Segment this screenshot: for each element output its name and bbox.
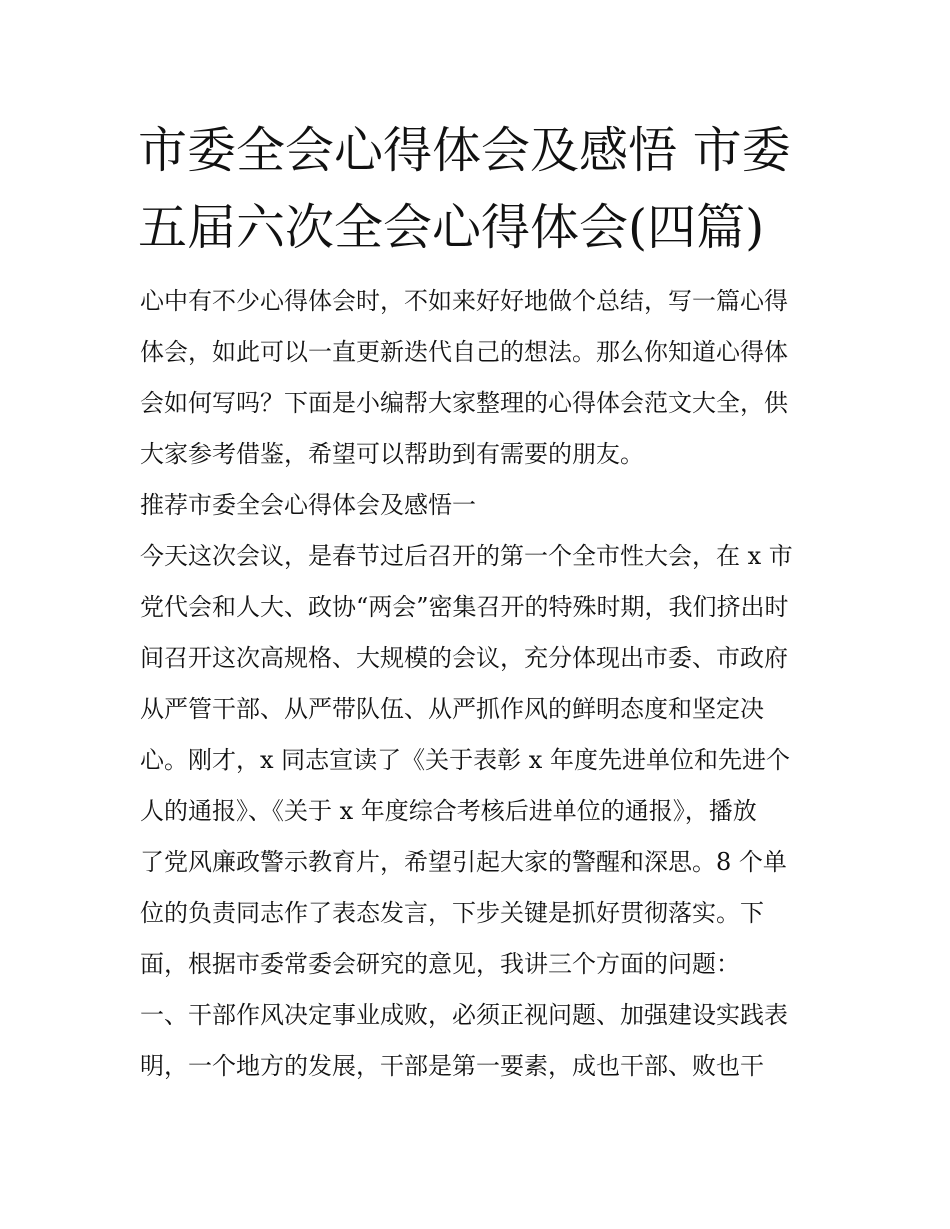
body-line: 心中有不少心得体会时，不如来好好地做个总结，写一篇心得 [140, 287, 788, 315]
body-line: 一、干部作风决定事业成败，必须正视问题、加强建设实践表 [140, 1001, 788, 1029]
title-line-1: 市委全会心得体会及感悟 市委 [138, 122, 791, 179]
title-line-2: 五届六次全会心得体会(四篇) [138, 199, 765, 256]
body-line: 今天这次会议，是春节过后召开的第一个全市性大会，在 x 市 [140, 542, 793, 570]
body-line: 明，一个地方的发展，干部是第一要素，成也干部、败也干 [140, 1052, 764, 1080]
body-line: 间召开这次高规格、大规模的会议，充分体现出市委、市政府 [140, 644, 788, 672]
body-line: 党代会和人大、政协“两会”密集召开的特殊时期，我们挤出时 [140, 593, 789, 621]
body-line: 了党风廉政警示教育片，希望引起大家的警醒和深思。8 个单 [140, 848, 787, 876]
body-line: 面，根据市委常委会研究的意见，我讲三个方面的问题： [140, 950, 740, 978]
body-line: 人的通报》、《关于 x 年度综合考核后进单位的通报》，播放 [140, 797, 757, 825]
document-body [140, 276, 830, 1092]
body-line: 心。刚才，x 同志宣读了《关于表彰 x 年度先进单位和先进个 [140, 746, 790, 774]
body-line: 大家参考借鉴，希望可以帮助到有需要的朋友。 [140, 440, 644, 468]
body-line: 位的负责同志作了表态发言，下步关键是抓好贯彻落实。下 [140, 899, 764, 927]
section-heading: 推荐市委全会心得体会及感悟一 [140, 491, 476, 519]
body-line: 体会，如此可以一直更新迭代自己的想法。那么你知道心得体 [140, 338, 788, 366]
body-line: 会如何写吗？下面是小编帮大家整理的心得体会范文大全，供 [140, 389, 788, 417]
body-line: 从严管干部、从严带队伍、从严抓作风的鲜明态度和坚定决 [140, 695, 764, 723]
document-title [138, 112, 828, 266]
